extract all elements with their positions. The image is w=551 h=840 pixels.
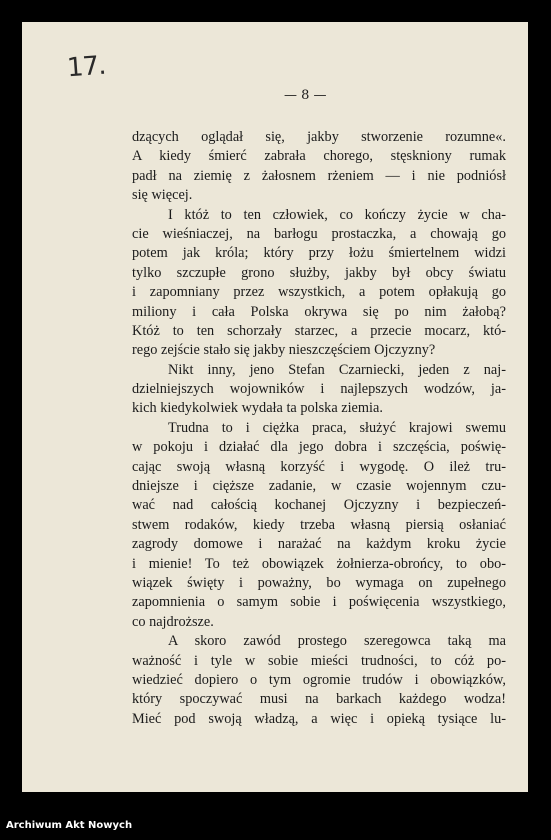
text-line: Nikt inny, jeno Stefan Czarniecki, jeden z naj-	[168, 361, 506, 378]
text-line: stwem rodaków, kiedy trzeba własną piersią osłaniać	[132, 516, 506, 533]
text-line: A kiedy śmierć zabrała chorego, stęskniony rumak	[132, 148, 506, 165]
text-line: padł na ziemię z żałosnem rżeniem — i nie podniósł	[132, 167, 506, 184]
text-line: I któż to ten człowiek, co kończy życie w cha-	[168, 206, 506, 223]
text-line: który spoczywać musi na barkach każdego wodza!	[132, 691, 506, 708]
text-line: Któż to ten schorzały starzec, a przecie mocarz, któ-	[132, 322, 506, 339]
text-line: dzących oglądał się, jakby stworzenie rozumne«.	[132, 129, 506, 145]
document-page	[22, 22, 528, 792]
text-line: tylko szczupłe grono służby, jakby był obcy światu	[132, 264, 506, 281]
text-line: w pokoju i działać dla jego dobra i szczęścia, poświę-	[132, 439, 506, 456]
text-line: kich kiedykolwiek wydała ta polska ziemia.	[132, 400, 383, 417]
text-line: się więcej.	[132, 187, 193, 204]
text-line: dniejsze i cięższe zadanie, w czasie wojennym czu-	[132, 478, 506, 495]
body-text	[132, 128, 506, 729]
text-line: A skoro zawód prostego szeregowca taką ma	[168, 633, 506, 650]
text-line: wiedzieć dopiero o tym ogromie trudów i obowiązków,	[132, 671, 506, 688]
text-line: cając swoją własną korzyść i wygodę. O ileż tru-	[132, 458, 506, 475]
text-line: dzielniejszych wojowników i najlepszych wodzów, ja-	[132, 381, 506, 398]
archive-label: Archiwum Akt Nowych	[6, 820, 133, 831]
text-line: ważność i tyle w sobie mieści trudności, to cóż po-	[132, 652, 506, 669]
text-line: miliony i cała Polska okrywa się po nim żałobą?	[132, 303, 506, 320]
text-line: i mienie! To też obowiązek żołnierza-obrońcy, to obo-	[132, 555, 506, 572]
text-line: wiązek święty i poważny, bo wymaga on zupełnego	[132, 574, 506, 591]
archive-footer-bar	[0, 812, 551, 840]
handwritten-page-note: 17.	[66, 50, 107, 84]
page-number: — 8 —	[284, 88, 327, 103]
text-line: i zapomniany przez wszystkich, a potem opłakują go	[132, 284, 506, 301]
text-line: wać nad całością kochanej Ojczyzny i bezpieczeń-	[132, 497, 506, 514]
text-line: cie wieśniaczej, na barłogu prostaczka, a chowają go	[132, 225, 506, 242]
text-line: co najdroższe.	[132, 613, 214, 630]
text-line: potem jak króla; który przy łożu śmiertelnem widzi	[132, 245, 506, 262]
text-line: Trudna to i ciężka praca, służyć krajowi swemu	[168, 419, 506, 436]
text-line: zagrody domowe i narażać na każdym kroku życie	[132, 536, 506, 553]
text-line: Mieć pod swoją władzą, a więc i opieką tysiące lu-	[132, 710, 506, 727]
text-line: rego zejście stało się jakby nieszczęściem Ojczyzny?	[132, 342, 436, 359]
text-line: zapomnienia o samym sobie i poświęcenia wszystkiego,	[132, 594, 506, 611]
